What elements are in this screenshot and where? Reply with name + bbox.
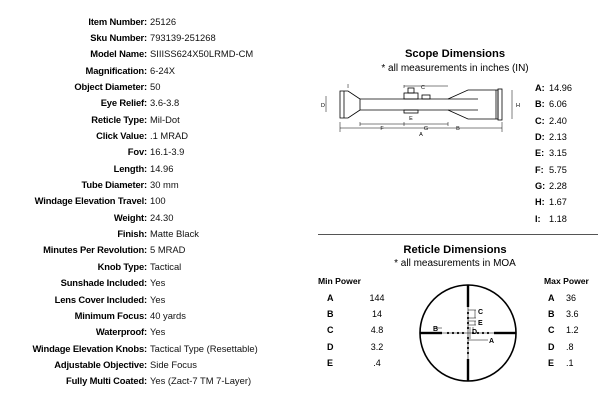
min-power-row <box>318 290 393 306</box>
dimension-letter: D: <box>535 132 545 143</box>
dimension-value: 2.28 <box>549 180 567 191</box>
dimension-value: 2.13 <box>549 132 567 143</box>
spec-label: Finish: <box>117 228 147 240</box>
spec-value: 3.6-3.8 <box>150 97 180 109</box>
spec-label: Eye Relief: <box>100 97 147 109</box>
spec-value: Yes <box>150 293 166 305</box>
scope-label-c: C <box>421 85 425 91</box>
dimension-letter: H: <box>535 197 545 208</box>
dimension-value: 14.96 <box>549 83 572 94</box>
min-power-row <box>318 339 393 355</box>
spec-value: Matte Black <box>150 228 199 240</box>
spec-row <box>0 13 310 29</box>
max-power-row <box>544 290 596 306</box>
min-power-rows <box>318 290 393 371</box>
dimension-letter: F: <box>535 164 544 175</box>
reticle-letter: A <box>327 293 334 304</box>
dimension-letter: E: <box>535 148 545 159</box>
reticle-value: 144 <box>369 293 385 304</box>
spec-row <box>0 193 310 209</box>
spec-row <box>0 176 310 192</box>
spec-value: Tactical <box>150 260 182 272</box>
spec-value: 50 <box>150 81 161 93</box>
max-power-table <box>544 276 596 371</box>
scope-dimension-row <box>535 210 572 226</box>
max-power-rows <box>544 290 596 371</box>
spec-value: SIIISS624X50LRMD-CM <box>150 48 254 60</box>
spec-row <box>0 209 310 225</box>
spec-label: Sku Number: <box>90 32 147 44</box>
spec-label: Minutes Per Revolution: <box>43 244 147 256</box>
reticle-value: 3.2 <box>370 341 384 352</box>
dimension-letter: I: <box>535 213 541 224</box>
reticle-letter: C <box>327 325 334 336</box>
spec-row <box>0 356 310 372</box>
spec-row <box>0 324 310 340</box>
scope-dimension-row <box>535 161 572 177</box>
reticle-label-e: E <box>478 320 483 327</box>
reticle-value: .4 <box>373 357 381 368</box>
reticle-letter: A <box>548 293 555 304</box>
spec-row <box>0 160 310 176</box>
spec-label: Model Name: <box>90 48 147 60</box>
scope-dimension-row <box>535 80 572 96</box>
spec-value: Mil-Dot <box>150 113 180 125</box>
scope-label-e: E <box>409 116 413 122</box>
scope-label-a: A <box>419 132 423 138</box>
dimension-value: 3.15 <box>549 148 567 159</box>
spec-label: Item Number: <box>88 15 147 27</box>
min-power-row <box>318 322 393 338</box>
reticle-letter: B <box>327 309 334 320</box>
spec-label: Length: <box>113 162 147 174</box>
scope-dimension-row <box>535 194 572 210</box>
spec-value: 16.1-3.9 <box>150 146 185 158</box>
reticle-label-d: D <box>472 329 478 336</box>
reticle-letter: D <box>327 341 334 352</box>
reticle-letter: C <box>548 325 555 336</box>
spec-row <box>0 275 310 291</box>
spec-value: 30 mm <box>150 179 179 191</box>
spec-row <box>0 78 310 94</box>
dimension-letter: A: <box>535 83 545 94</box>
scope-dimension-row <box>535 145 572 161</box>
reticle-value: .1 <box>566 357 574 368</box>
scope-label-i: I <box>347 84 349 90</box>
reticle-diagram <box>418 283 518 383</box>
reticle-label-a: A <box>489 338 495 345</box>
spec-label: Windage Elevation Travel: <box>34 195 147 207</box>
dimension-value: 5.75 <box>549 164 567 175</box>
scope-dimensions-subtitle: * all measurements in inches (IN) <box>381 63 529 74</box>
spec-label: Object Diameter: <box>74 81 147 93</box>
reticle-value: 14 <box>371 309 382 320</box>
scope-dimensions-title: Scope Dimensions <box>404 48 506 60</box>
spec-row <box>0 242 310 258</box>
spec-label: Fully Multi Coated: <box>66 375 147 387</box>
reticle-dimensions-title: Reticle Dimensions <box>403 244 507 256</box>
spec-label: Lens Cover Included: <box>54 293 147 305</box>
spec-row <box>0 373 310 389</box>
spec-value: 6-24X <box>150 64 176 76</box>
spec-row <box>0 291 310 307</box>
reticle-value: 1.2 <box>566 325 579 336</box>
spec-row <box>0 258 310 274</box>
scope-label-f: F <box>380 126 384 132</box>
reticle-dimensions-subtitle: * all measurements in MOA <box>394 258 516 269</box>
reticle-value: 4.8 <box>370 325 384 336</box>
spec-row <box>0 144 310 160</box>
spec-value: Yes (Zact-7 TM 7-Layer) <box>150 375 252 387</box>
spec-row <box>0 111 310 127</box>
scope-label-d: D <box>321 103 325 109</box>
min-power-row <box>318 306 393 322</box>
max-power-row <box>544 355 596 371</box>
reticle-letter: B <box>548 309 555 320</box>
spec-label: Waterproof: <box>95 326 147 338</box>
min-power-row <box>318 355 393 371</box>
spec-row <box>0 225 310 241</box>
scope-dimension-row <box>535 129 572 145</box>
scope-dimension-row <box>535 178 572 194</box>
max-power-row <box>544 306 596 322</box>
spec-row <box>0 29 310 45</box>
spec-label: Reticle Type: <box>91 113 147 125</box>
dimension-value: 6.06 <box>549 99 567 110</box>
spec-label: Adjustable Objective: <box>54 358 147 370</box>
spec-label: Magnification: <box>85 64 147 76</box>
reticle-value: .8 <box>566 341 574 352</box>
scope-label-h: H <box>516 103 520 109</box>
spec-row <box>0 127 310 143</box>
scope-diagram <box>318 82 524 138</box>
spec-value: 100 <box>150 195 166 207</box>
spec-label: Minimum Focus: <box>74 309 147 321</box>
reticle-letter: D <box>548 341 555 352</box>
reticle-label-b: B <box>433 326 439 333</box>
spec-value: Yes <box>150 277 166 289</box>
dimension-value: 1.18 <box>549 213 567 224</box>
spec-label: Sunshade Included: <box>60 277 147 289</box>
max-power-row <box>544 339 596 355</box>
min-power-heading: Min Power <box>318 276 361 286</box>
spec-list <box>0 13 310 389</box>
reticle-letter: E <box>548 357 555 368</box>
spec-value: 25126 <box>150 15 177 27</box>
spec-value: 24.30 <box>150 211 174 223</box>
spec-value: 5 MRAD <box>150 244 186 256</box>
spec-label: Knob Type: <box>97 260 147 272</box>
spec-value: Yes <box>150 326 166 338</box>
max-power-heading: Max Power <box>544 276 589 286</box>
dimension-letter: G: <box>535 180 546 191</box>
spec-label: Click Value: <box>96 130 147 142</box>
dimension-value: 1.67 <box>549 197 567 208</box>
spec-value: Tactical Type (Resettable) <box>150 342 258 354</box>
spec-value: 793139-251268 <box>150 32 216 44</box>
max-power-row <box>544 322 596 338</box>
spec-value: .1 MRAD <box>150 130 189 142</box>
scope-label-b: B <box>456 126 460 132</box>
scope-label-g: G <box>423 126 429 132</box>
spec-row <box>0 62 310 78</box>
spec-row <box>0 46 310 62</box>
scope-dimension-row <box>535 96 572 112</box>
spec-row <box>0 307 310 323</box>
section-divider <box>318 234 598 235</box>
reticle-label-c: C <box>478 309 484 316</box>
spec-label: Windage Elevation Knobs: <box>32 342 147 354</box>
reticle-value: 36 <box>566 293 577 304</box>
dimension-letter: C: <box>535 115 545 126</box>
spec-value: 14.96 <box>150 162 174 174</box>
spec-label: Fov: <box>127 146 147 158</box>
dimension-letter: B: <box>535 99 545 110</box>
reticle-value: 3.6 <box>566 309 579 320</box>
spec-value: 40 yards <box>150 309 186 321</box>
spec-value: Side Focus <box>150 358 197 370</box>
reticle-letter: E <box>327 357 334 368</box>
min-power-table <box>318 276 393 371</box>
spec-label: Weight: <box>113 211 147 223</box>
spec-row <box>0 340 310 356</box>
spec-label: Tube Diameter: <box>81 179 147 191</box>
spec-row <box>0 95 310 111</box>
dimension-value: 2.40 <box>549 115 567 126</box>
scope-dimension-list <box>535 80 572 227</box>
scope-dimension-row <box>535 113 572 129</box>
